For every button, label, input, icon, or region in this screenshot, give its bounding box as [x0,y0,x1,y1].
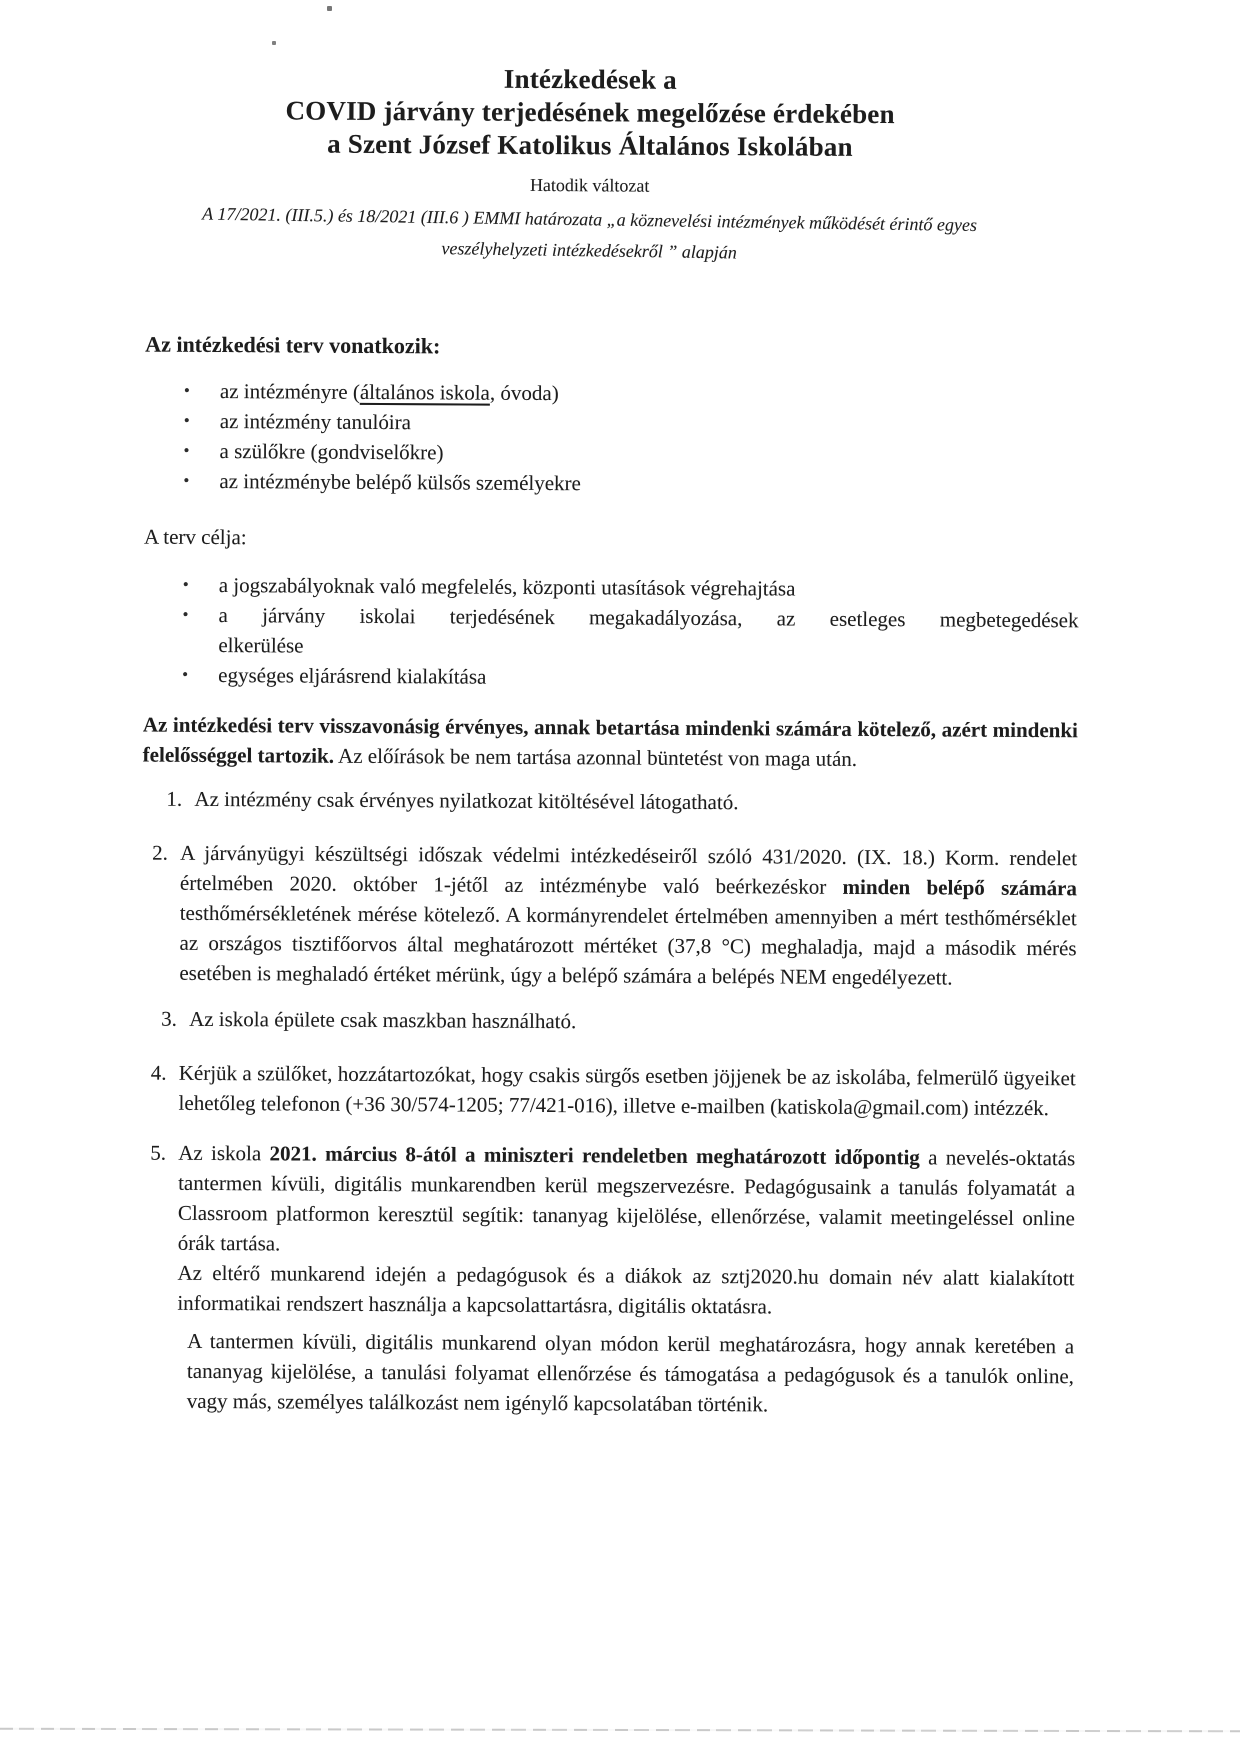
bullet-icon: • [183,440,190,460]
rule-text: Az iskola épülete csak maszkban használható. [189,1006,577,1034]
rule-number: 5. [150,1140,167,1165]
scan-line-artifact [0,1728,1240,1733]
list-item [143,600,1078,666]
title-line-3: a Szent József Katolikus Általános Iskolában [327,128,853,162]
rules-list [139,784,1077,1324]
bullet-icon: • [183,410,190,430]
bullet-icon: • [182,604,189,624]
bold-text-segment: 2021. március 8-ától a miniszteri rendeletben meghatározott időpontig [269,1141,920,1170]
mandate-paragraph [143,710,1078,776]
rule-text: Kérjük a szülőket, hozzátartozókat, hogy csakis sürgős esetben jöjjenek be az iskolába, felmerülő ügyeiket lehetőleg telefonon (+36 30/574-1205; 77/421-016), illetve e-mailben (katiskola@gmail.com) intézzék. [178,1060,1076,1121]
text-segment: a járvány iskolai terjedésének megakadályozása, az esetleges megbetegedések [218,603,1079,633]
mandate-regular-text: Az előírások be nem tartása azonnal büntetést von maga után. [333,743,858,771]
goals-heading: A terv célja: [143,524,247,550]
scan-speck-artifact [272,41,276,45]
text-segment: elkerülése [218,633,304,658]
text-segment: a nevelés-oktatás tantermen kívüli, digitális munkarendben kerül megszervezésre. Pedagógusaink a tanulás folyamatát a Classroom platformon keresztül segítik: tananyag kijelölése, ellenőrzése, valamit meetingeléssel online órák tartása. [177,1145,1076,1256]
document-title [146,61,1034,165]
legal-basis-line-1: A 17/2021. (III.5.) és 18/2021 (III.6 ) EMMI határozata „a köznevelési intézmények működését érintő egyes [202,203,978,236]
list-item-text: egységes eljárásrend kialakítása [218,663,487,689]
bullet-icon: • [183,470,190,490]
closing-paragraph: A tantermen kívüli, digitális munkarend olyan módon kerül meghatározásra, hogy annak keretében a tananyag kijelölése, a tanulási folyamat ellenőrzése és támogatása a pedagógusok és a tanulók online, vagy más, személyes találkozást nem igénylő kapcsolatában történik. [186,1328,1075,1417]
scan-speck-artifact [327,6,332,11]
text-segment: az intézményre ( [219,379,360,404]
title-line-1: Intézkedések a [503,63,677,95]
rule-text: Az intézmény csak érvényes nyilatkozat kitöltésével látogatható. [194,786,739,815]
legal-basis [145,198,1033,273]
document-content [139,53,1082,1422]
list-item-text: a jogszabályoknak való megfelelés, központi utasítások végrehajtása [218,573,796,601]
bullet-icon: • [182,664,189,684]
mandate-bold-text: Az intézkedési terv visszavonásig érvényes, annak betartása mindenki számára kötelező, azért mindenki felelősséggel tartozik. [142,712,1078,768]
bold-text-segment: minden belépő számára [842,874,1078,901]
rule-item [142,784,1077,820]
rule-text [177,1138,1075,1323]
list-item-text: az intézmény tanulóira [219,409,412,435]
rule-item [139,1138,1075,1324]
rule-number: 3. [161,1006,177,1031]
text-segment: , óvoda) [489,380,559,406]
rule-item [141,1058,1076,1124]
rule-number: 4. [150,1060,167,1085]
rule-number: 1. [166,786,183,811]
scope-list [144,376,1080,502]
rule-item [141,838,1077,994]
bullet-icon: • [183,380,190,400]
text-segment: Az iskola [178,1140,270,1166]
list-item [143,660,1078,696]
legal-basis-line-2: veszélyhelyzeti intézkedésekről ” alapján [441,238,738,263]
list-item-text: az intézménybe belépő külsős személyekre [219,469,581,496]
document-header [146,53,1082,270]
underlined-text: általános iskola [359,379,490,405]
version-label: Hatodik változat [529,174,650,196]
rule-number: 2. [152,840,168,865]
rule-item [141,1004,1076,1040]
text-segment: testhőmérsékletének mérése kötelező. A kormányrendelet értelmében amennyiben a mért testhőmérséklet az országos tisztifőorvos által meghatározott mértéket (37,8 °C) meghaladja, majd a második mérés esetében is meghaladó értéket mérünk, úgy a belépő számára a belépés NEM engedélyezett. [179,900,1077,990]
text-segment: A járványügyi készültségi időszak védelmi intézkedéseiről szóló 431/2020. (IX. 18.) Korm. rendelet értelmében 2020. október 1-jétől az intézménybe való beérkezéskor [179,840,1078,899]
goals-list [143,570,1079,696]
list-item-text: a szülőkre (gondviselőkre) [219,439,444,465]
bullet-icon: • [182,574,189,594]
scope-heading: Az intézkedési terv vonatkozik: [145,331,441,359]
title-line-2: COVID járvány terjedésének megelőzése érdekében [285,95,895,130]
list-item-text [218,600,1078,665]
text-segment: Az eltérő munkarend idején a pedagógusok és a diákok az sztj2020.hu domain név alatt kialakított informatikai rendszert használja a kapcsolattartásra, digitális oktatásra. [177,1260,1075,1319]
rule-text [179,838,1077,993]
list-item [144,466,1079,502]
